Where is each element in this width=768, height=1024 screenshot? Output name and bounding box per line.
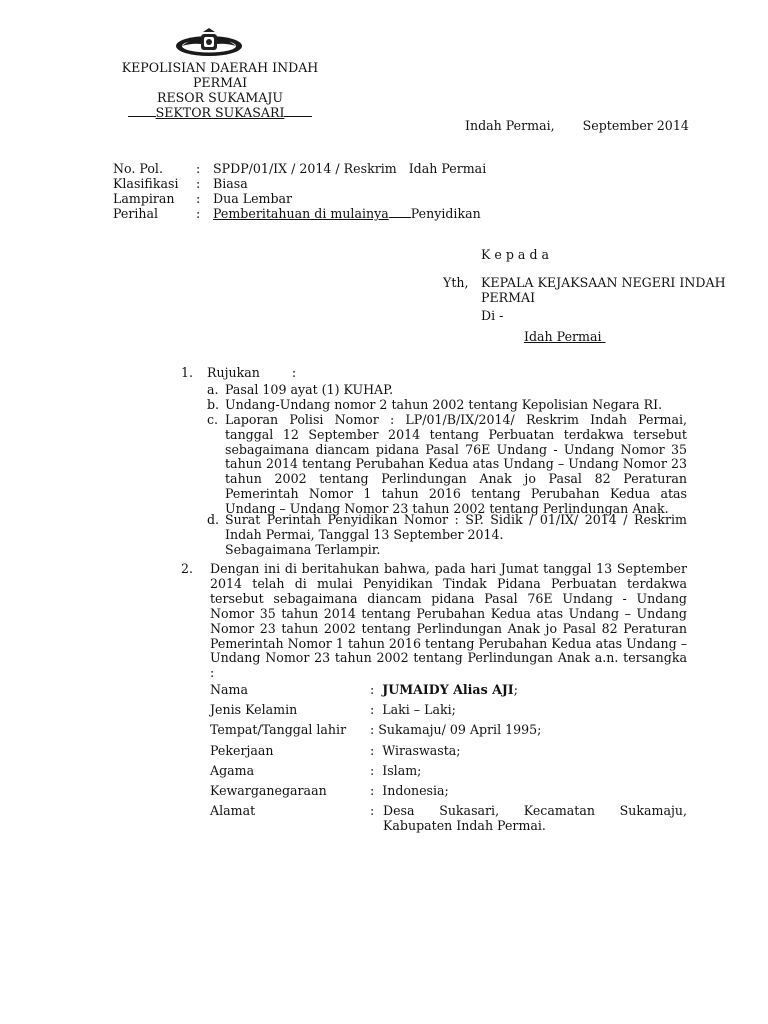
place-date: Indah Permai, September 2014	[465, 118, 689, 133]
meta-key: Perihal	[113, 206, 159, 221]
section-2-text: Dengan ini di beritahukan bahwa, pada hari Jumat tanggal 13 September 2014 telah di mulai Penyidikan Tindak Pidana Perbuatan terdakwa tersebut sebagaimana diancam pidana Pasal 76E Undang - Undang Nomor 35 tahun 2014 tentang Perubahan Kedua atas Undang – Undang Nomor 23 tahun 2002 tentang Perlindungan Anak jo Pasal 82 Peraturan Pemerintah Nomor 1 tahun 2016 tentang Perubahan Kedua atas Undang – Undang Nomor 23 tahun 2002 tentang Perlindungan Anak a.n. tersangka :	[210, 561, 687, 681]
nama-value: : JUMAIDY Alias AJI;	[370, 682, 518, 697]
ttl-value: : Sukamaju/ 09 April 1995;	[370, 722, 542, 737]
jenis-kelamin-value: : Laki – Laki;	[370, 702, 456, 717]
alamat-label: Alamat	[210, 803, 256, 818]
section-1-title: Rujukan :	[207, 365, 297, 380]
kepada: K e p a d a	[481, 247, 550, 262]
letterhead	[110, 60, 330, 120]
rujukan-a-letter: a.	[207, 382, 219, 397]
meta-row-nopol	[113, 161, 486, 176]
agama-value: : Islam;	[370, 763, 422, 778]
section-2-number: 2.	[181, 561, 194, 576]
meta-colon: :	[196, 161, 201, 176]
meta-colon: :	[196, 176, 201, 191]
perihal-underlined: Pemberitahuan di mulainya	[213, 206, 389, 221]
yth: Yth,	[443, 275, 469, 290]
section-1-number: 1.	[181, 365, 194, 380]
meta-value: SPDP/01/IX / 2014 / Reskrim Idah Permai	[213, 161, 487, 176]
rujukan-d-text: Surat Perintah Penyidikan Nomor : SP. Sidik / 01/IX/ 2014 / Reskrim Indah Permai, Tanggal 13 September 2014.	[225, 512, 687, 542]
perihal-rest: Penyidikan	[410, 206, 481, 221]
rujukan-b-text: Undang-Undang nomor 2 tahun 2002 tentang Kepolisian Negara RI.	[225, 397, 663, 412]
letter-meta	[113, 161, 486, 221]
ttl-label: Tempat/Tanggal lahir	[210, 722, 347, 737]
nama-label: Nama	[210, 682, 248, 697]
alamat-value: Desa Sukasari, Kecamatan Sukamaju, Kabupaten Indah Permai.	[383, 803, 687, 833]
recipient-di: Di -	[481, 308, 504, 323]
letterhead-line-1: KEPOLISIAN DAERAH INDAH	[121, 60, 319, 75]
kewarganegaraan-value: : Indonesia;	[370, 783, 449, 798]
recipient-name-line-1: KEPALA KEJAKSAAN NEGERI INDAH	[481, 275, 726, 290]
meta-colon: :	[196, 206, 201, 221]
meta-key: No. Pol.	[113, 161, 163, 176]
jenis-kelamin-label: Jenis Kelamin	[210, 702, 298, 717]
rujukan-d-letter: d.	[207, 512, 220, 527]
recipient-name-line-2: PERMAI	[481, 290, 536, 305]
kewarganegaraan-label: Kewarganegaraan	[210, 783, 327, 798]
letterhead-line-2: PERMAI	[192, 75, 248, 90]
rujukan-c-text: Laporan Polisi Nomor : LP/01/B/IX/2014/ Reskrim Indah Permai, tanggal 12 September 2014 tentang Perbuatan terdakwa tersebut sebagaimana diancam pidana Pasal 76E Undang - Undang Nomor 35 tahun 2014 tentang Perubahan Kedua atas Undang – Undang Nomor 23 tahun 2002 tentang Perlindungan Anak jo Pasal 82 Peraturan Pemerintah Nomor 1 tahun 2016 tentang Perubahan Kedua atas Undang – Undang Nomor 23 tahun 2002 tentang Perlindungan Anak.	[225, 412, 687, 516]
meta-value	[213, 206, 486, 221]
agama-label: Agama	[210, 763, 255, 778]
meta-row-perihal	[113, 206, 486, 221]
rujukan-b-letter: b.	[207, 397, 220, 412]
police-emblem-logo	[174, 26, 244, 58]
alamat-colon: :	[370, 803, 375, 818]
rujukan-d-extra: Sebagaimana Terlampir.	[225, 542, 381, 557]
recipient-place: Idah Permai	[524, 329, 602, 344]
meta-value: Dua Lembar	[213, 191, 293, 206]
meta-value: Biasa	[213, 176, 248, 191]
meta-row-lampiran	[113, 191, 486, 206]
meta-row-klasifikasi	[113, 176, 486, 191]
meta-colon: :	[196, 191, 201, 206]
rujukan-a-text: Pasal 109 ayat (1) KUHAP.	[225, 382, 394, 397]
pekerjaan-label: Pekerjaan	[210, 743, 274, 758]
letterhead-line-3: RESOR SUKAMAJU	[157, 90, 283, 105]
letterhead-line-4: SEKTOR SUKASARI	[110, 105, 330, 120]
meta-key: Klasifikasi	[113, 176, 179, 191]
pekerjaan-value: : Wiraswasta;	[370, 743, 461, 758]
meta-key: Lampiran	[113, 191, 175, 206]
rujukan-c-letter: c.	[207, 412, 219, 427]
